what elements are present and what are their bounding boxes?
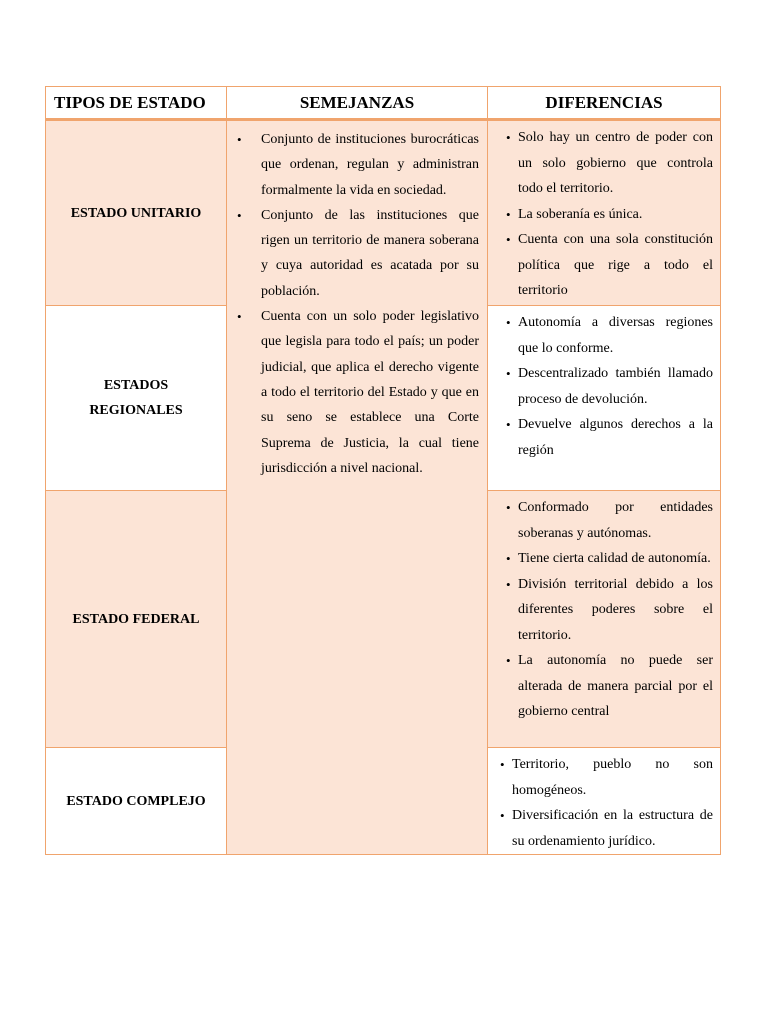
diferencias-regionales — [488, 306, 721, 491]
tipo-unitario: ESTADO UNITARIO — [46, 120, 227, 306]
semejanzas-cell — [227, 120, 488, 855]
diferencias-complejo — [488, 748, 721, 855]
list-item: • La soberanía es única. — [518, 202, 713, 228]
tipo-regionales — [46, 306, 227, 491]
row-unitario — [46, 120, 721, 306]
semejanzas-list — [227, 121, 487, 481]
list-item: • Conjunto de instituciones burocráticas que ordenan, regulan y administran formalmente la vida en sociedad. — [261, 127, 479, 203]
list-item: • Conformado por entidades soberanas y autónomas. — [518, 495, 713, 546]
list-item: • La autonomía no puede ser alterada de manera parcial por el gobierno central — [518, 648, 713, 725]
header-row — [46, 87, 721, 120]
list-item: • División territorial debido a los diferentes poderes sobre el territorio. — [518, 572, 713, 649]
list-item: • Cuenta con una sola constitución política que rige a todo el territorio — [518, 227, 713, 304]
header-tipos: TIPOS DE ESTADO — [46, 87, 227, 120]
list-item: • Tiene cierta calidad de autonomía. — [518, 546, 713, 572]
list-item: • Cuenta con un solo poder legislativo que legisla para todo el país; un poder judicial, que aplica el derecho vigente a todo el territorio del Estado y que en su seno se establece una Corte Suprema de Justicia, la cual tiene jurisdicción a nivel nacional. — [261, 304, 479, 481]
comparison-table — [45, 86, 721, 855]
header-semejanzas: SEMEJANZAS — [227, 87, 488, 120]
list-item: • Territorio, pueblo no son homogéneos. — [512, 752, 713, 803]
list-item: • Devuelve algunos derechos a la región — [518, 412, 713, 463]
list-item: • Solo hay un centro de poder con un solo gobierno que controla todo el territorio. — [518, 125, 713, 202]
diferencias-federal — [488, 491, 721, 748]
tipo-regionales-line2: REGIONALES — [89, 403, 183, 418]
header-diferencias: DIFERENCIAS — [488, 87, 721, 120]
list-item: • Diversificación en la estructura de su ordenamiento jurídico. — [512, 803, 713, 854]
list-item: • Conjunto de las instituciones que rigen un territorio de manera soberana y cuya autoridad es acatada por su población. — [261, 203, 479, 304]
tipo-complejo: ESTADO COMPLEJO — [46, 748, 227, 855]
list-item: • Autonomía a diversas regiones que lo conforme. — [518, 310, 713, 361]
list-item: • Descentralizado también llamado proceso de devolución. — [518, 361, 713, 412]
tipo-federal: ESTADO FEDERAL — [46, 491, 227, 748]
tipo-regionales-line1: ESTADOS — [103, 378, 169, 393]
diferencias-unitario — [488, 120, 721, 306]
